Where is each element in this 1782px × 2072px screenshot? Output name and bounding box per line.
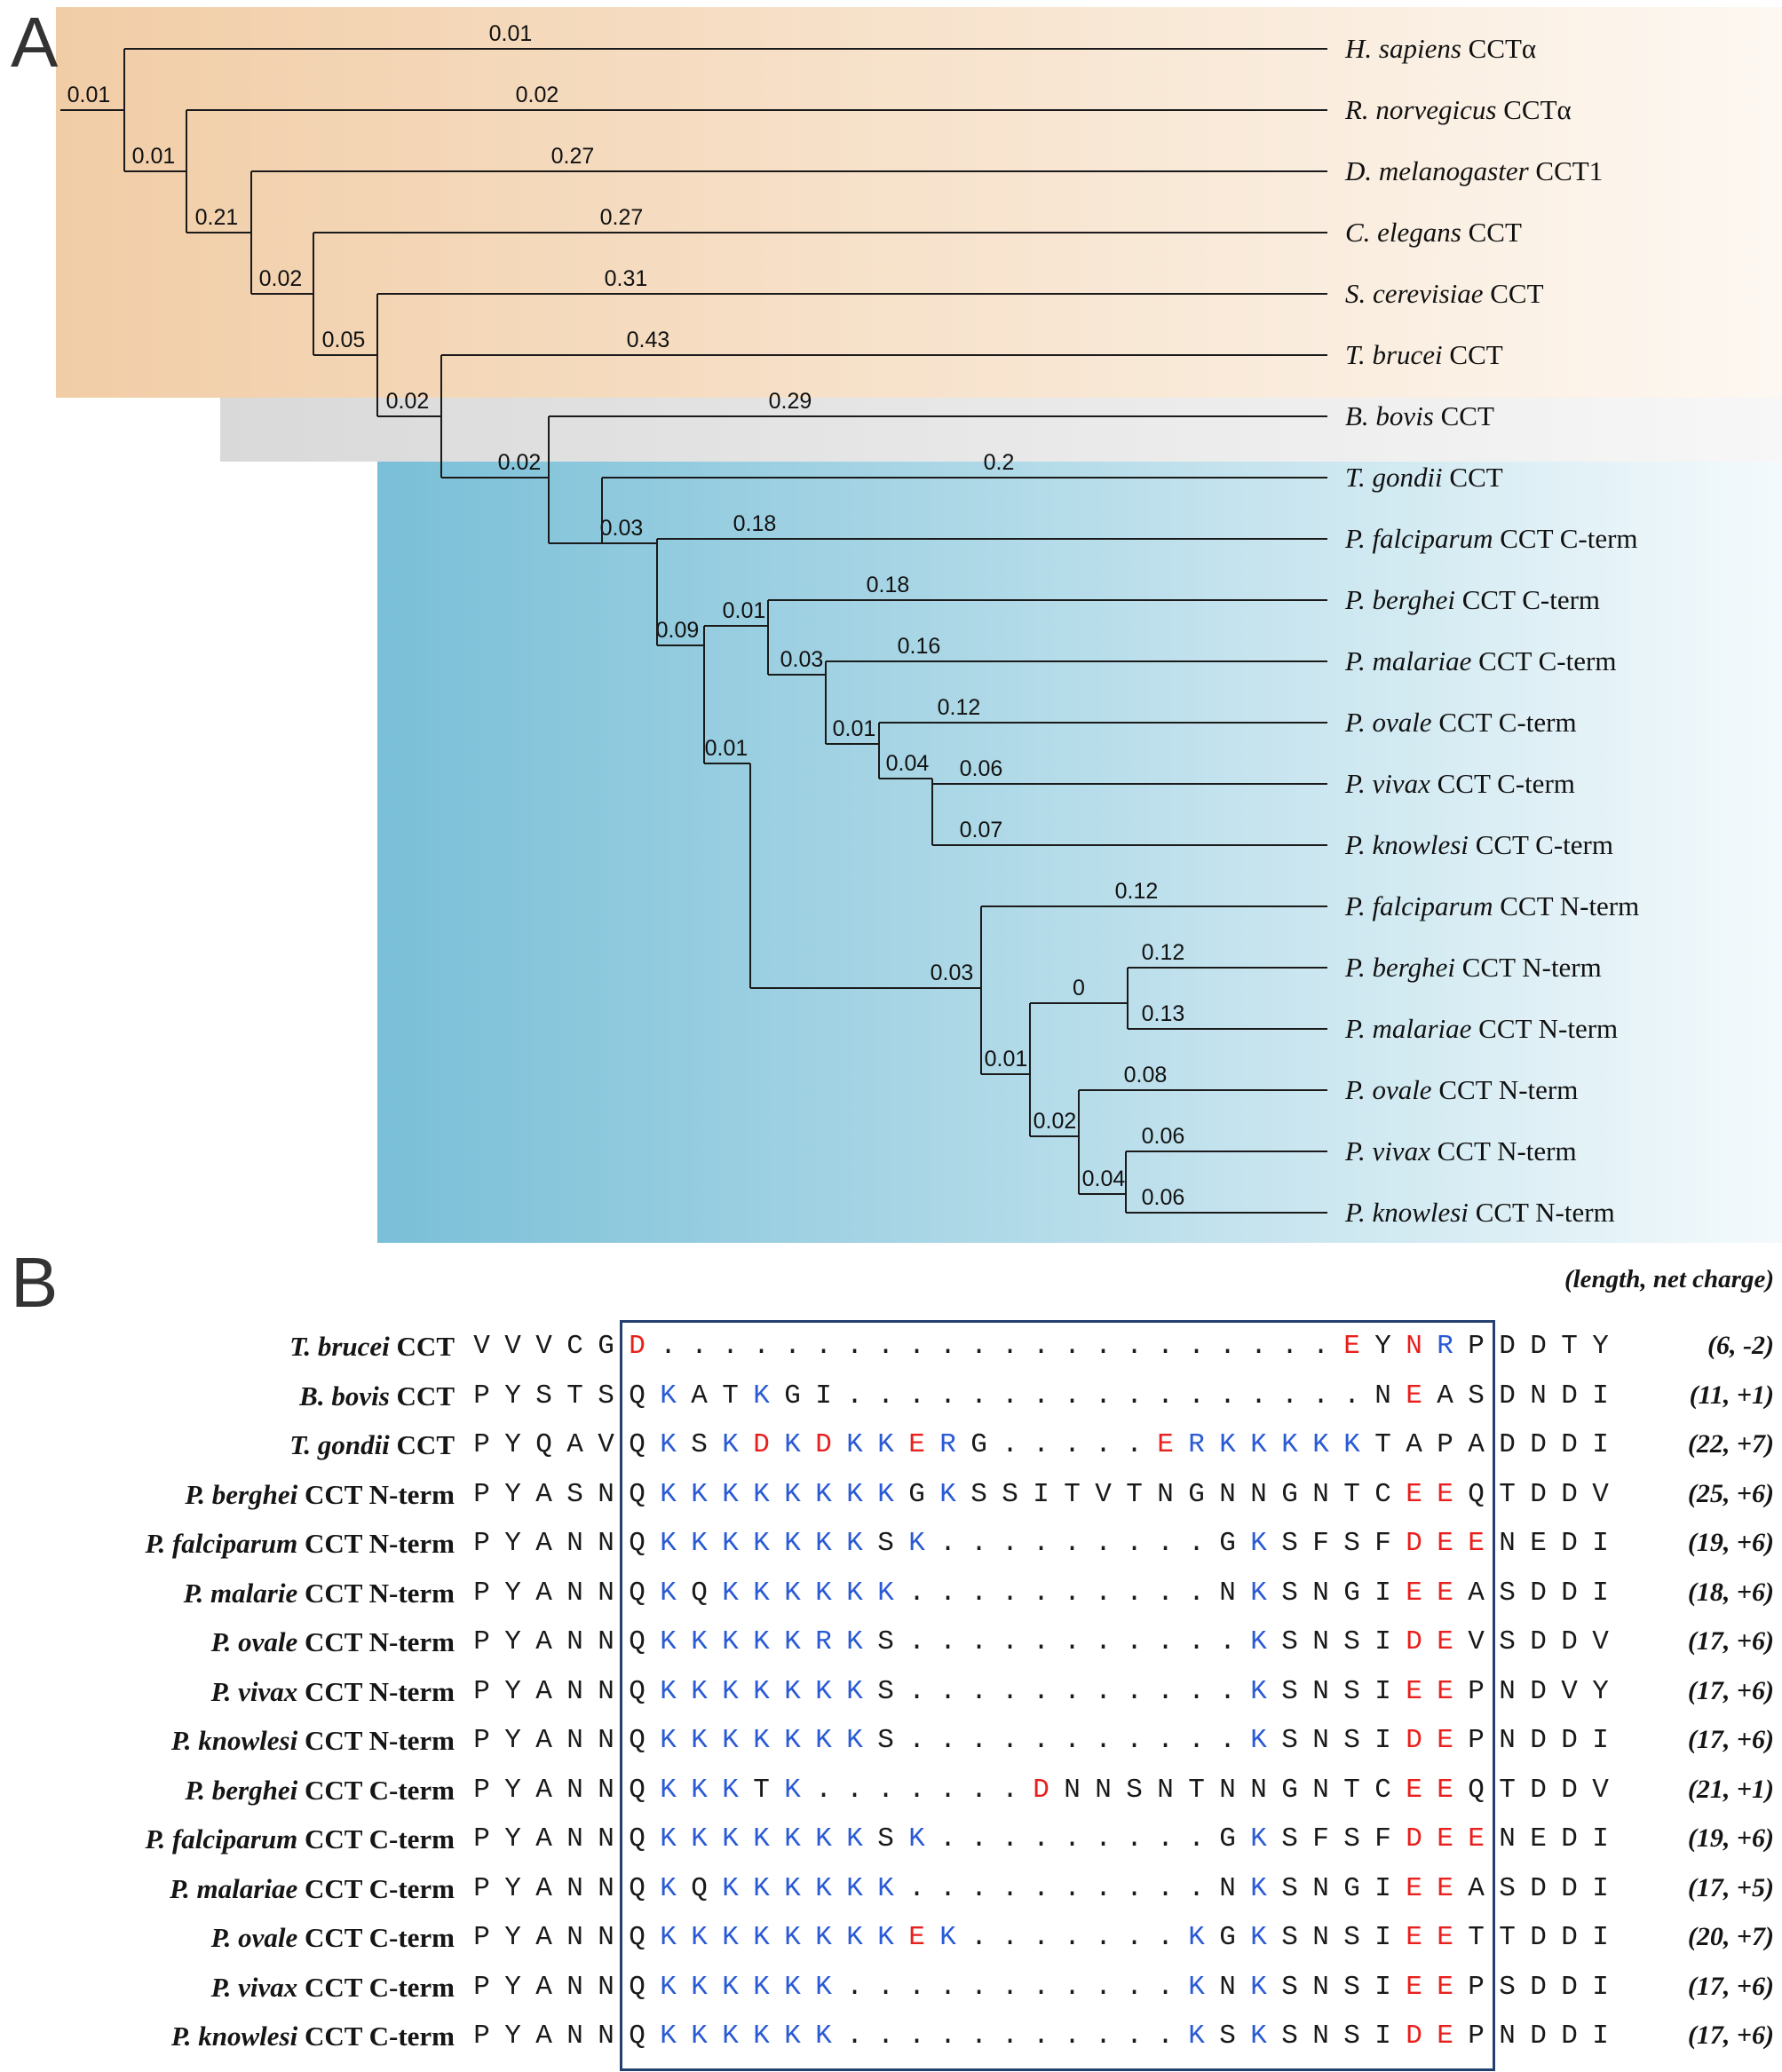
length-net-charge-value: (17, +5) [1687, 1873, 1774, 1902]
length-net-charge-value: (6, -2) [1707, 1331, 1774, 1360]
tree-tip-label: R. norvegicus CCTα [1345, 94, 1572, 125]
tree-tip-label: P. knowlesi CCT N-term [1345, 1197, 1615, 1228]
panel-b-label: B [11, 1243, 59, 1322]
branch-length-label: 0.01 [488, 21, 533, 46]
alignment-row-sequence: P Y A N N Q K K K T K . . . . . . . D N N S N T N N G N T C E E Q T D D V [473, 1775, 1609, 1806]
tree-tip-label: T. brucei CCT [1345, 339, 1503, 370]
branch-length-label: 0.08 [1123, 1063, 1168, 1087]
branch-length-label: 0.03 [930, 961, 974, 985]
length-net-charge-value: (21, +1) [1687, 1775, 1774, 1804]
alignment-row-sequence: P Y A N N Q K K K K K K . . . . . . . . . . . K S K S N S I D E P N D D I [473, 2021, 1609, 2052]
branch-length-label: 0.04 [885, 751, 930, 776]
branch-length-label: 0.09 [655, 618, 700, 643]
tree-tip-label: P. berghei CCT N-term [1345, 952, 1602, 983]
branch-length-label: 0.03 [599, 516, 644, 541]
branch-length-label: 0.18 [866, 573, 910, 597]
tree-tip-label: D. melanogaster CCT1 [1345, 155, 1604, 186]
alignment-row-sequence: P Y A N N Q K K K K K K K S . . . . . . . . . . . K S N S I E E P N D V Y [473, 1676, 1609, 1707]
alignment-row-sequence: P Y A N N Q K Q K K K K K K . . . . . . . . . . N K S N G I E E A S D D I [473, 1873, 1609, 1904]
tree-tip-label: H. sapiens CCTα [1345, 33, 1537, 64]
alignment-row-label: P. knowlesi CCT C-term [170, 2021, 455, 2052]
branch-length-label: 0.2 [983, 450, 1015, 475]
branch-length-label: 0.29 [768, 389, 812, 414]
alignment-row-label: P. malarie CCT N-term [183, 1578, 455, 1609]
tree-tip-label: P. ovale CCT C-term [1345, 707, 1577, 738]
alignment-row-sequence: P Y A N N Q K Q K K K K K K . . . . . . . . . . N K S N G I E E A S D D I [473, 1578, 1609, 1609]
alignment-row-sequence: P Y A N N Q K K K K K K K S . . . . . . . . . . . K S N S I D E P N D D I [473, 1725, 1609, 1756]
branch-length-label: 0.01 [704, 736, 748, 761]
alignment-row-label: B. bovis CCT [299, 1380, 455, 1412]
length-net-charge-value: (20, +7) [1687, 1922, 1774, 1951]
branch-length-label: 0.02 [515, 83, 559, 107]
tree-tip-label: P. malariae CCT C-term [1345, 645, 1617, 676]
alignment-row-label: T. gondii CCT [289, 1429, 455, 1460]
branch-length-label: 0.01 [832, 716, 876, 741]
tree-tip-label: P. vivax CCT C-term [1345, 768, 1575, 799]
branch-length-label: 0.04 [1081, 1166, 1126, 1191]
branch-length-label: 0.06 [1141, 1124, 1185, 1149]
tree-tip-label: P. falciparum CCT C-term [1345, 523, 1638, 554]
alignment-row-label: P. vivax CCT N-term [210, 1676, 455, 1707]
length-net-charge-value: (17, +6) [1687, 1972, 1774, 2001]
panel-a-label: A [11, 3, 59, 82]
branch-length-label: 0.43 [626, 328, 670, 352]
length-net-charge-value: (17, +6) [1687, 1676, 1774, 1705]
alignment-row-label: P. knowlesi CCT N-term [170, 1725, 455, 1756]
alignment-row-sequence: P Y A N N Q K K K K K K K S K . . . . . . . . . G K S F S F D E E N E D I [473, 1528, 1609, 1559]
branch-length-label: 0.03 [780, 647, 824, 672]
length-net-charge-value: (17, +6) [1687, 2021, 1774, 2050]
tree-tip-label: P. falciparum CCT N-term [1345, 890, 1640, 921]
alignment-row-label: P. falciparum CCT N-term [145, 1528, 455, 1559]
tree-tip-label: P. knowlesi CCT C-term [1345, 829, 1613, 860]
length-net-charge-value: (25, +6) [1687, 1479, 1774, 1508]
alignment-row-label: T. brucei CCT [289, 1331, 455, 1362]
tree-tip-label: P. berghei CCT C-term [1345, 584, 1601, 615]
branch-length-label: 0.02 [258, 266, 303, 291]
tree-tip-label: P. ovale CCT N-term [1345, 1074, 1579, 1105]
branch-length-label: 0.01 [67, 83, 111, 107]
tree-tip-label: P. vivax CCT N-term [1345, 1135, 1577, 1166]
branch-length-label: 0.16 [897, 634, 941, 659]
length-net-charge-value: (22, +7) [1687, 1429, 1774, 1459]
branch-length-label: 0.05 [321, 328, 366, 352]
branch-length-label: 0.12 [1114, 879, 1159, 904]
alignment-row-label: P. malariae CCT C-term [170, 1873, 455, 1904]
tree-tip-label: C. elegans CCT [1345, 217, 1522, 248]
tree-tip-label: B. bovis CCT [1345, 400, 1494, 431]
branch-length-label: 0.27 [599, 205, 644, 230]
branch-length-label: 0.02 [1033, 1109, 1077, 1134]
alignment-row-sequence: P Y A N N Q K K K K K K K K E K . . . . . . . K G K S N S I E E T T D D I [473, 1922, 1609, 1953]
alignment-row-label: P. ovale CCT N-term [210, 1626, 455, 1657]
branch-length-label: 0.02 [497, 450, 542, 475]
branch-length-label: 0.13 [1141, 1001, 1185, 1026]
branch-length-label: 0.01 [131, 144, 176, 169]
branch-length-label: 0.02 [385, 389, 430, 414]
alignment-row-label: P. falciparum CCT C-term [145, 1823, 455, 1855]
branch-length-label: 0.06 [959, 756, 1003, 781]
branch-length-label: 0.12 [1141, 940, 1185, 965]
alignment-row-sequence: P Y Q A V Q K S K D K D K K E R G . . . . . E R K K K K K T A P A D D D I [473, 1429, 1609, 1460]
branch-length-label: 0.27 [550, 144, 595, 169]
alignment-row-sequence: P Y A N N Q K K K K K R K S . . . . . . . . . . . K S N S I D E V S D D V [473, 1626, 1609, 1657]
alignment-row-label: P. vivax CCT C-term [210, 1972, 455, 2003]
alignment-row-sequence: P Y A N N Q K K K K K K K S K . . . . . . . . . G K S F S F D E E N E D I [473, 1823, 1609, 1855]
branch-length-label: 0.12 [937, 695, 981, 720]
alignment-row-label: P. ovale CCT C-term [210, 1922, 455, 1953]
branch-length-label: 0 [1073, 976, 1085, 1000]
length-net-charge-value: (19, +6) [1687, 1823, 1774, 1853]
alignment-row-sequence: P Y A N N Q K K K K K K . . . . . . . . . . . K N K S N S I E E P S D D I [473, 1972, 1609, 2003]
branch-length-label: 0.01 [984, 1047, 1028, 1072]
branch-length-label: 0.18 [733, 511, 777, 536]
length-net-charge-value: (19, +6) [1687, 1528, 1774, 1557]
alignment-row-sequence: P Y A S N Q K K K K K K K K G K S S I T V T N G N N G N T C E E Q T D D V [473, 1479, 1609, 1510]
alignment-row-sequence: P Y S T S Q K A T K G I . . . . . . . . . . . . . . . . . N E A S D N D I [473, 1380, 1609, 1412]
branch-length-label: 0.06 [1141, 1185, 1185, 1210]
branch-length-label: 0.21 [194, 205, 239, 230]
tree-tip-label: T. gondii CCT [1345, 462, 1503, 493]
alignment-row-sequence: V V V C G D . . . . . . . . . . . . . . . . . . . . . . E Y N R P D D T Y [473, 1331, 1609, 1362]
length-net-charge-value: (11, +1) [1689, 1380, 1774, 1410]
branch-length-label: 0.31 [604, 266, 648, 291]
length-net-charge-value: (17, +6) [1687, 1626, 1774, 1656]
alignment-row-label: P. berghei CCT N-term [185, 1479, 455, 1510]
tree-tip-label: S. cerevisiae CCT [1345, 278, 1544, 309]
branch-length-label: 0.01 [722, 598, 766, 623]
branch-length-label: 0.07 [959, 818, 1003, 842]
tree-tip-label: P. malariae CCT N-term [1345, 1013, 1619, 1044]
length-net-charge-value: (17, +6) [1687, 1725, 1774, 1754]
alignment-row-label: P. berghei CCT C-term [185, 1775, 455, 1806]
length-net-charge-value: (18, +6) [1687, 1578, 1774, 1607]
length-net-charge-header: (length, net charge) [1564, 1265, 1774, 1293]
